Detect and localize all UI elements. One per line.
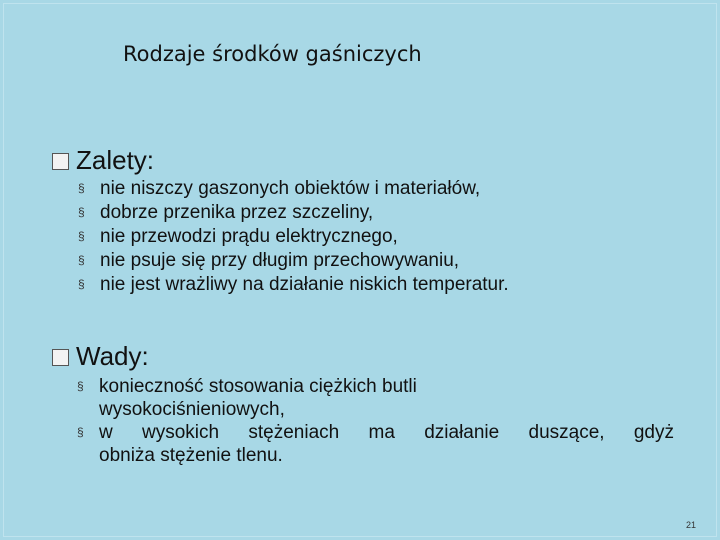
- section-heading-label: Zalety:: [76, 145, 155, 175]
- list-item-text-line: w wysokich stężeniach ma działanie duszące, gdyż: [99, 422, 674, 443]
- list-item-text: dobrze przenika przez szczeliny,: [100, 202, 374, 223]
- list-item: [78, 225, 660, 249]
- section-heading-label: Wady:: [76, 341, 149, 371]
- square-bullet-icon: §: [78, 181, 85, 195]
- slide-title: Rodzaje środków gaśniczych: [123, 42, 422, 66]
- square-bullet-icon: §: [78, 229, 85, 243]
- list-item: [78, 273, 660, 297]
- section-heading-zalety: [52, 145, 154, 176]
- list-item: [78, 201, 660, 225]
- list-item-text-line: wysokociśnieniowych,: [99, 399, 285, 420]
- zalety-list: [78, 177, 660, 297]
- checkbox-icon: [52, 349, 69, 366]
- square-bullet-icon: §: [78, 277, 85, 291]
- list-item-text: nie przewodzi prądu elektrycznego,: [100, 226, 398, 247]
- square-bullet-icon: §: [78, 253, 85, 267]
- list-item-text-line: konieczność stosowania ciężkich butli: [99, 376, 417, 397]
- list-item-text: nie jest wrażliwy na działanie niskich temperatur.: [100, 274, 509, 295]
- square-bullet-icon: §: [78, 205, 85, 219]
- checkbox-icon: [52, 153, 69, 170]
- page-number: 21: [685, 520, 696, 530]
- square-bullet-icon: §: [77, 379, 84, 393]
- wady-list: [77, 375, 674, 467]
- list-item-text: nie psuje się przy długim przechowywaniu,: [100, 250, 460, 271]
- list-item: [77, 421, 674, 467]
- list-item: [78, 177, 660, 201]
- section-heading-wady: [52, 341, 149, 372]
- list-item: [78, 249, 660, 273]
- list-item: [77, 375, 674, 421]
- square-bullet-icon: §: [77, 425, 84, 439]
- list-item-text-line: obniża stężenie tlenu.: [99, 445, 283, 466]
- list-item-text: nie niszczy gaszonych obiektów i materiałów,: [100, 178, 481, 199]
